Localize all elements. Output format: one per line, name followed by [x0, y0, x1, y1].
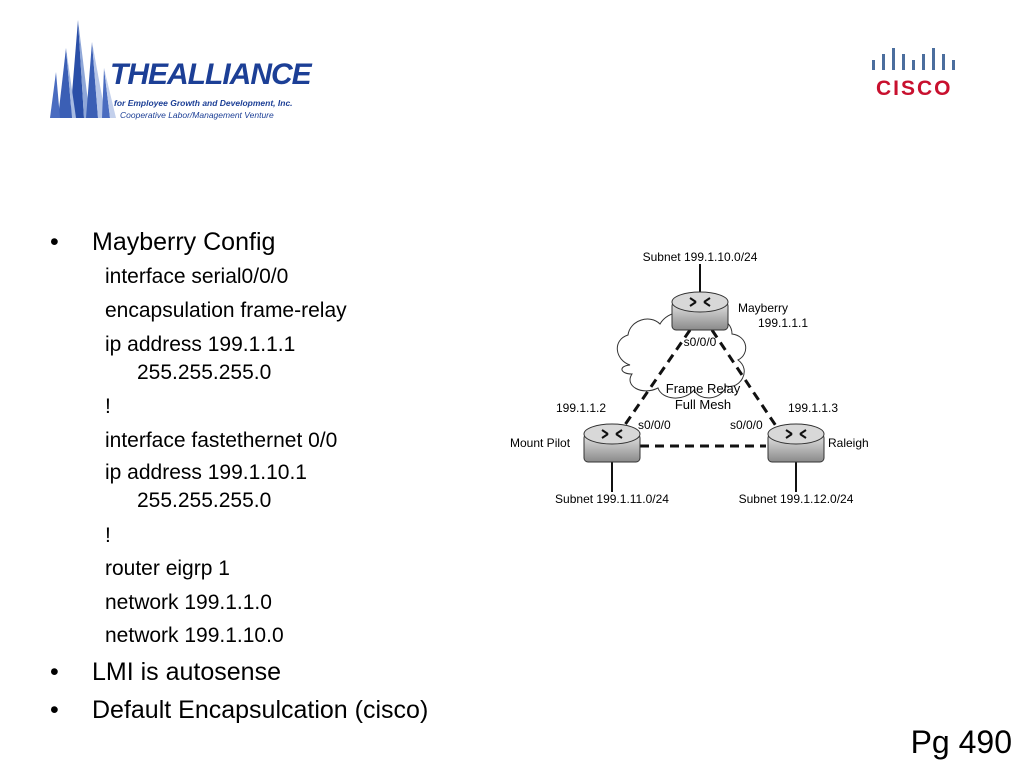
bullet-dot: • — [50, 696, 59, 724]
config-line: ! — [105, 524, 111, 547]
router-raleigh-icon — [768, 424, 824, 462]
alliance-logo — [48, 18, 311, 126]
bullet-dot: • — [50, 228, 59, 256]
cloud-label-line-2: Full Mesh — [674, 397, 732, 412]
alliance-tagline: for Employee Growth and Development, Inc. — [114, 98, 293, 108]
cisco-bars-icon — [868, 44, 958, 76]
subnet-label-mayberry: Subnet 199.1.10.0/24 — [642, 250, 758, 264]
router-name-mount-pilot: Mount Pilot — [510, 436, 571, 450]
router-ip-raleigh: 199.1.1.3 — [788, 401, 839, 415]
config-line: ip address 199.1.1.1 — [105, 333, 296, 356]
router-ip-mayberry: 199.1.1.1 — [758, 316, 809, 330]
config-line: 255.255.255.0 — [137, 489, 272, 512]
interface-label-mayberry: s0/0/0 — [683, 335, 717, 349]
frame-relay-diagram — [500, 240, 900, 520]
interface-label-raleigh: s0/0/0 — [730, 418, 763, 432]
config-line: router eigrp 1 — [105, 557, 230, 580]
alliance-brand: THEALLIANCE — [110, 58, 311, 91]
alliance-subtag: Cooperative Labor/Management Venture — [120, 110, 274, 120]
config-line: encapsulation frame-relay — [105, 299, 347, 322]
config-line: network 199.1.10.0 — [105, 624, 284, 647]
router-ip-mount-pilot: 199.1.1.2 — [556, 401, 607, 415]
alliance-spire-icon — [48, 18, 118, 126]
config-line: network 199.1.1.0 — [105, 591, 272, 614]
interface-label-mount-pilot: s0/0/0 — [638, 418, 671, 432]
config-line: ! — [105, 395, 111, 418]
config-line: 255.255.255.0 — [137, 361, 272, 384]
config-line: interface fastethernet 0/0 — [105, 429, 338, 452]
cisco-wordmark: CISCO — [876, 77, 953, 100]
router-mayberry-icon — [672, 292, 728, 330]
cisco-logo — [868, 44, 958, 100]
subnet-label-raleigh: Subnet 199.1.12.0/24 — [738, 492, 854, 506]
config-line: interface serial0/0/0 — [105, 265, 289, 288]
cloud-label-line-1: Frame Relay — [665, 381, 741, 396]
config-line: ip address 199.1.10.1 — [105, 461, 307, 484]
bullet-dot: • — [50, 658, 59, 686]
router-name-mayberry: Mayberry — [738, 301, 789, 315]
page-number: Pg 490 — [910, 724, 1012, 760]
subnet-label-mount-pilot: Subnet 199.1.11.0/24 — [555, 492, 669, 506]
router-mount-pilot-icon — [584, 424, 640, 462]
router-name-raleigh: Raleigh — [828, 436, 869, 450]
